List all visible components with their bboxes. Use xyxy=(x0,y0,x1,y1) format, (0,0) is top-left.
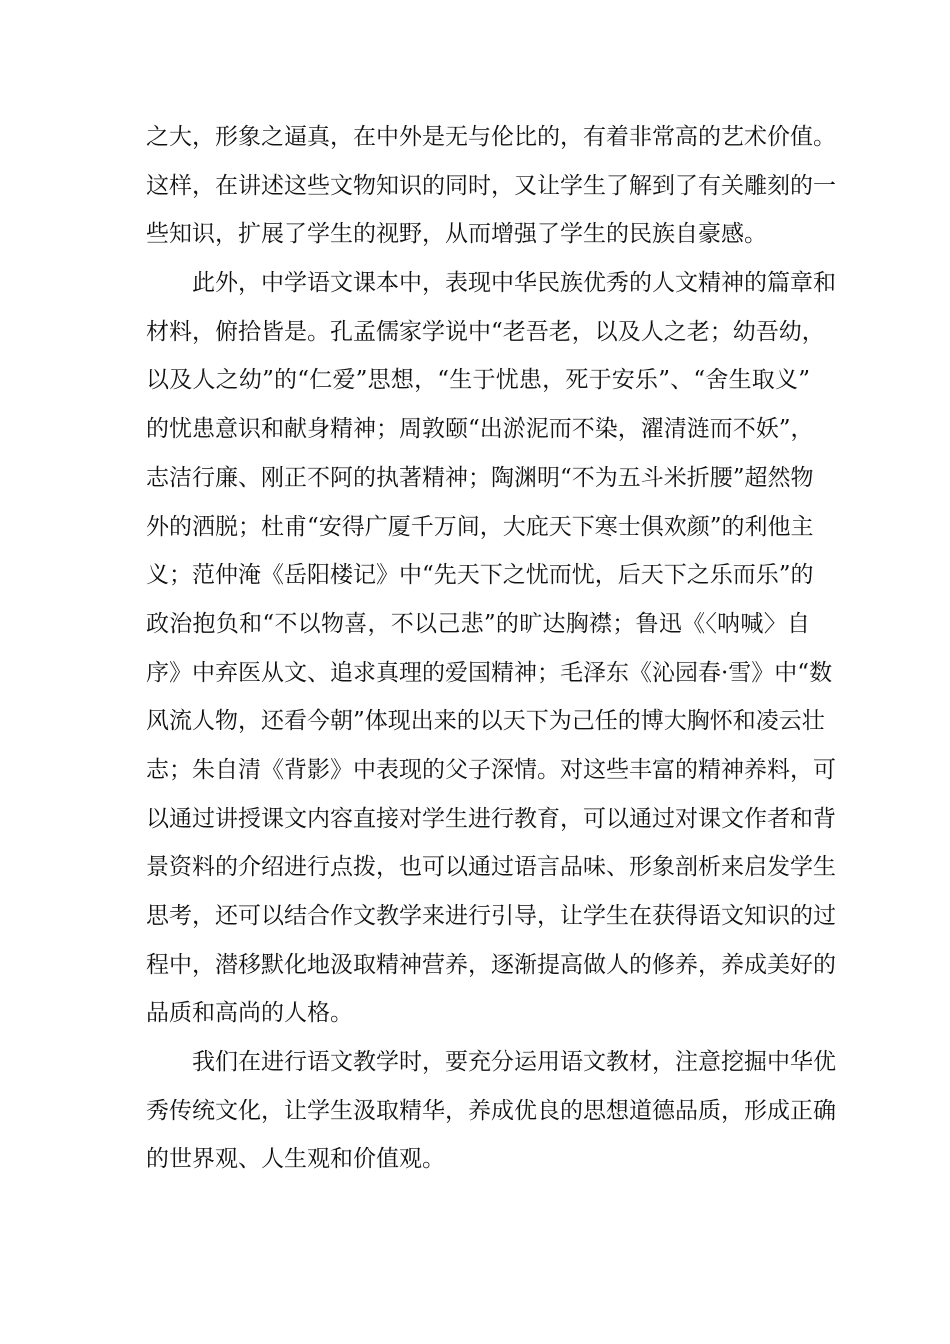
text-line: 此外，中学语文课本中，表现中华民族优秀的人文精神的篇章和 xyxy=(192,270,836,297)
text-line: 外的洒脱；杜甫“安得广厦千万间，大庇天下寒士俱欢颜”的利他主 xyxy=(146,513,814,540)
text-line: 序》中弃医从文、追求真理的爱国精神；毛泽东《沁园春·雪》中“数 xyxy=(146,659,833,686)
text-line: 程中，潜移默化地汲取精神营养，逐渐提高做人的修养，养成美好的 xyxy=(146,951,836,978)
text-line: 品质和高尚的人格。 xyxy=(146,1000,353,1027)
text-line: 风流人物，还看今朝”体现出来的以天下为己任的博大胸怀和凌云壮 xyxy=(146,708,825,735)
text-line: 些知识，扩展了学生的视野，从而增强了学生的民族自豪感。 xyxy=(146,221,767,248)
paragraph-2 xyxy=(146,259,836,1038)
text-line: 材料，俯拾皆是。孔孟儒家学说中“老吾老，以及人之老；幼吾幼， xyxy=(146,318,825,345)
text-line: 义；范仲淹《岳阳楼记》中“先天下之忧而忧，后天下之乐而乐”的 xyxy=(146,562,814,589)
text-line: 景资料的介绍进行点拨，也可以通过语言品味、形象剖析来启发学生 xyxy=(146,854,836,881)
text-line: 的世界观、人生观和价值观。 xyxy=(146,1146,445,1173)
text-line: 我们在进行语文教学时，要充分运用语文教材，注意挖掘中华优 xyxy=(192,1049,836,1076)
text-line: 政治抱负和“不以物喜，不以己悲”的旷达胸襟；鲁迅《〈呐喊〉自 xyxy=(146,610,810,637)
text-line: 志；朱自清《背影》中表现的父子深情。对这些丰富的精神养料，可 xyxy=(146,756,836,783)
body-text xyxy=(146,113,836,1184)
text-line: 以及人之幼”的“仁爱”思想，“生于忧患，死于安乐”、“舍生取义” xyxy=(146,367,810,394)
text-line: 之大，形象之逼真，在中外是无与伦比的，有着非常高的艺术价值。 xyxy=(146,124,836,150)
text-line: 的忧患意识和献身精神；周敦颐“出淤泥而不染，濯清涟而不妖”， xyxy=(146,416,814,443)
text-line: 志洁行廉、刚正不阿的执著精神；陶渊明“不为五斗米折腰”超然物 xyxy=(146,464,814,491)
text-line: 以通过讲授课文内容直接对学生进行教育，可以通过对课文作者和背 xyxy=(146,805,836,832)
text-line: 秀传统文化，让学生汲取精华，养成优良的思想道德品质，形成正确 xyxy=(146,1097,836,1124)
text-line: 这样，在讲述这些文物知识的同时，又让学生了解到了有关雕刻的一 xyxy=(146,172,836,199)
paragraph-1 xyxy=(146,113,836,259)
paragraph-3 xyxy=(146,1038,836,1184)
text-line: 思考，还可以结合作文教学来进行引导，让学生在获得语文知识的过 xyxy=(146,903,836,929)
